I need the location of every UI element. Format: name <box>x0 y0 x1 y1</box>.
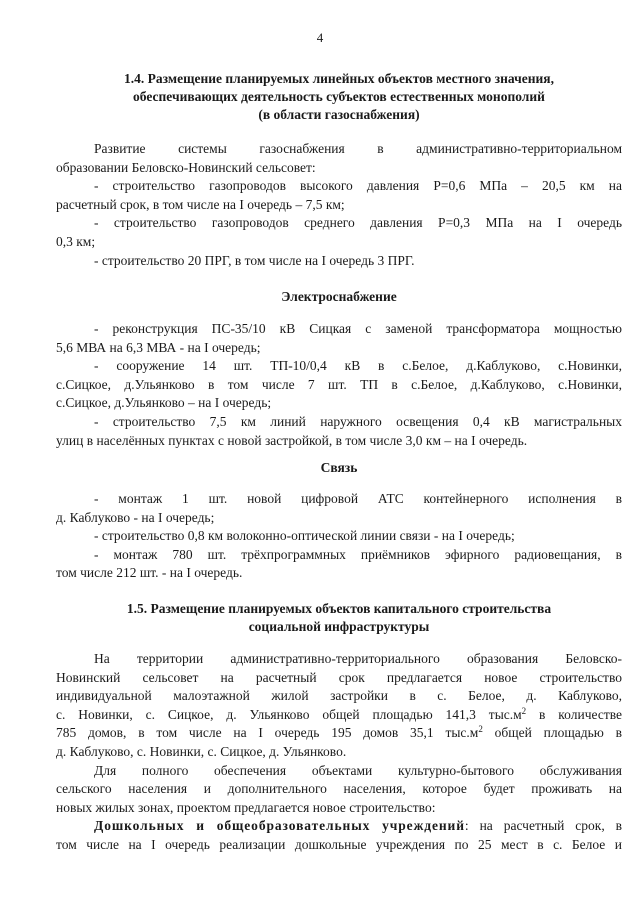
text-line: Для полного обеспечения объектами культурно-бытового обслуживания <box>94 762 622 778</box>
heading: Связь <box>320 460 358 475</box>
list-item: - строительство 20 ПРГ, в том числе на I очередь 3 ПРГ. <box>94 252 415 268</box>
text-line: с.Сицкое, д.Ульянково в том числе 7 шт. ТП в с.Белое, д.Каблуково, с.Новинки, <box>56 376 622 392</box>
communications-paragraph <box>56 490 622 583</box>
text-line: На территории административно-территориального образования Беловско- <box>94 651 622 666</box>
section-1-5-title <box>56 600 622 636</box>
text-line: сельского населения и дополнительного населения, которое будет проживать на <box>56 781 622 797</box>
text-line: д. Каблуково, с. Новинки, с. Сицкое, д. Ульянково. <box>56 743 347 759</box>
list-item: - строительство 7,5 км линий наружного освещения 0,4 кВ магистральных <box>94 413 622 429</box>
title-line: социальной инфраструктуры <box>248 619 430 634</box>
electricity-paragraph <box>56 320 622 450</box>
page-number: 4 <box>316 30 324 45</box>
text-line: с.Сицкое, д.Ульянково – на I очередь; <box>56 395 272 411</box>
text-line: д. Каблуково - на I очередь; <box>56 509 215 525</box>
list-item: - монтаж 780 шт. трёхпрограммных приёмников эфирного радиовещания, в <box>94 546 622 562</box>
text-line <box>56 724 622 743</box>
title-line: (в области газоснабжения) <box>258 107 420 122</box>
text-fragment: с. Новинки, с. Сицкое, д. Ульянково общей площадью 141,3 тыс.м <box>56 706 522 722</box>
text-line: 5,6 МВА на 6,3 МВА - на I очередь; <box>56 339 261 355</box>
text-fragment: 785 домов, в том числе на I очередь 195 домов 35,1 тыс.м <box>56 725 479 741</box>
text-line: образовании Беловско-Новинский сельсовет: <box>56 159 316 175</box>
list-item: - сооружение 14 шт. ТП-10/0,4 кВ в с.Белое, д.Каблуково, с.Новинки, <box>94 358 622 374</box>
text-fragment: : на расчетный срок, в <box>464 818 622 834</box>
text-line: том числе на I очередь реализации дошкольные учреждения по 25 мест в с. Белое и <box>56 836 622 852</box>
text-fragment: в количестве <box>526 706 623 722</box>
title-line: 1.5. Размещение планируемых объектов капитального строительства <box>126 601 552 616</box>
superscript: 2 <box>478 724 483 735</box>
text-line: Новинский сельсовет на расчетный срок предлагается новое строительство <box>56 669 622 685</box>
text-line <box>56 817 622 836</box>
text-line: 0,3 км; <box>56 233 96 249</box>
superscript: 2 <box>521 705 527 716</box>
list-item: - реконструкция ПС-35/10 кВ Сицкая с заменой трансформатора мощностью <box>94 321 622 336</box>
electricity-title <box>56 288 622 306</box>
list-item: - строительство газопроводов среднего давления Р=0,3 МПа на I очередь <box>94 215 622 231</box>
gas-paragraph <box>56 140 622 270</box>
housing-paragraph <box>56 650 622 855</box>
list-item: - монтаж 1 шт. новой цифровой АТС контейнерного исполнения в <box>94 491 622 506</box>
title-line: обеспечивающих деятельность субъектов естественных монополий <box>133 89 545 104</box>
text-line: том числе 212 шт. - на I очередь. <box>56 565 243 581</box>
text-line: расчетный срок, в том числе на I очередь – 7,5 км; <box>56 196 345 212</box>
title-line: 1.4. Размещение планируемых линейных объектов местного значения, <box>124 71 554 86</box>
communications-title <box>56 459 622 477</box>
section-1-4-title <box>56 70 622 124</box>
heading: Электроснабжение <box>281 289 397 304</box>
text-line <box>56 706 622 725</box>
list-item: - строительство 0,8 км волоконно-оптической линии связи - на I очередь; <box>94 528 515 544</box>
list-item: - строительство газопроводов высокого давления Р=0,6 МПа – 20,5 км на <box>94 178 622 194</box>
text-fragment: общей площадью в <box>482 725 622 741</box>
text-line: индивидуальной малоэтажной жилой застройки в с. Белое, д. Каблуково, <box>56 688 622 704</box>
text-line: Развитие системы газоснабжения в административно-территориальном <box>94 141 622 156</box>
text-line: улиц в населённых пунктах с новой застройкой, в том числе 3,0 км – на I очередь. <box>56 432 528 448</box>
bold-term: Дошкольных и общеобразовательных учреждений <box>94 818 465 834</box>
text-line: новых жилых зонах, проектом предлагается новое строительство: <box>56 799 436 815</box>
